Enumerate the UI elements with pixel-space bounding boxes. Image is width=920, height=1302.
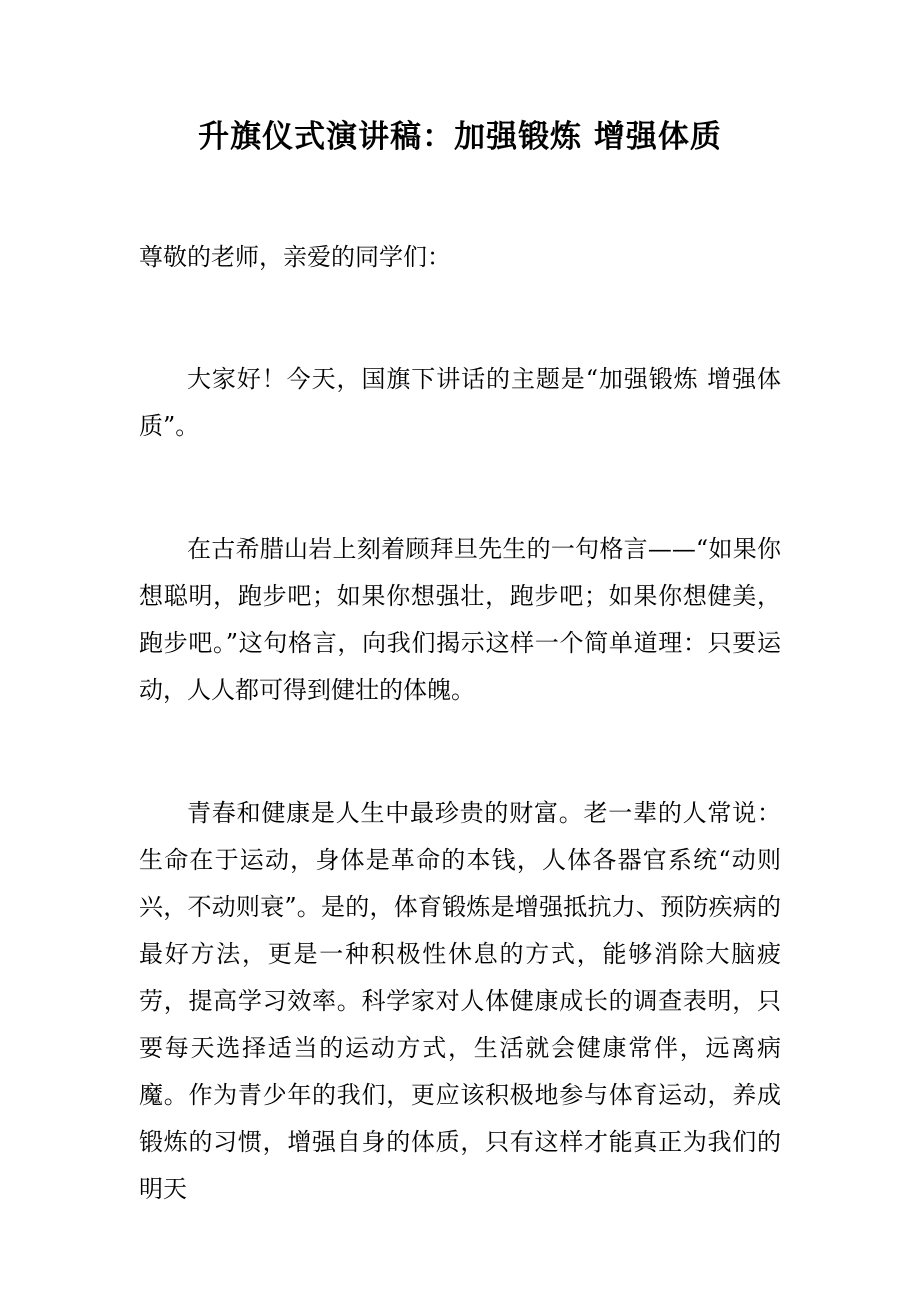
- salutation: 尊敬的老师，亲爱的同学们：: [139, 243, 451, 271]
- document-title: 升旗仪式演讲稿：加强锻炼 增强体质: [198, 119, 722, 155]
- paragraph-1: 大家好！今天，国旗下讲话的主题是“加强锻炼 增强体质”。: [139, 365, 781, 440]
- paragraph-2: 在古希腊山岩上刻着顾拜旦先生的一句格言——“如果你想聪明，跑步吧；如果你想强壮，跑步吧；如果你想健美，跑步吧。”这句格言，向我们揭示这样一个简单道理：只要运动，人人都可得到健壮的体魄。: [139, 535, 781, 704]
- paragraph-3: 青春和健康是人生中最珍贵的财富。老一辈的人常说：生命在于运动，身体是革命的本钱，人体各器官系统“动则兴，不动则衰”。是的，体育锻炼是增强抵抗力、预防疾病的最好方法，更是一种积极性休息的方式，能够消除大脑疲劳，提高学习效率。科学家对人体健康成长的调查表明，只要每天选择适当的运动方式，生活就会健康常伴，远离病魔。作为青少年的我们，更应该积极地参与体育运动，养成锻炼的习惯，增强自身的体质，只有这样才能真正为我们的明天: [139, 799, 781, 1203]
